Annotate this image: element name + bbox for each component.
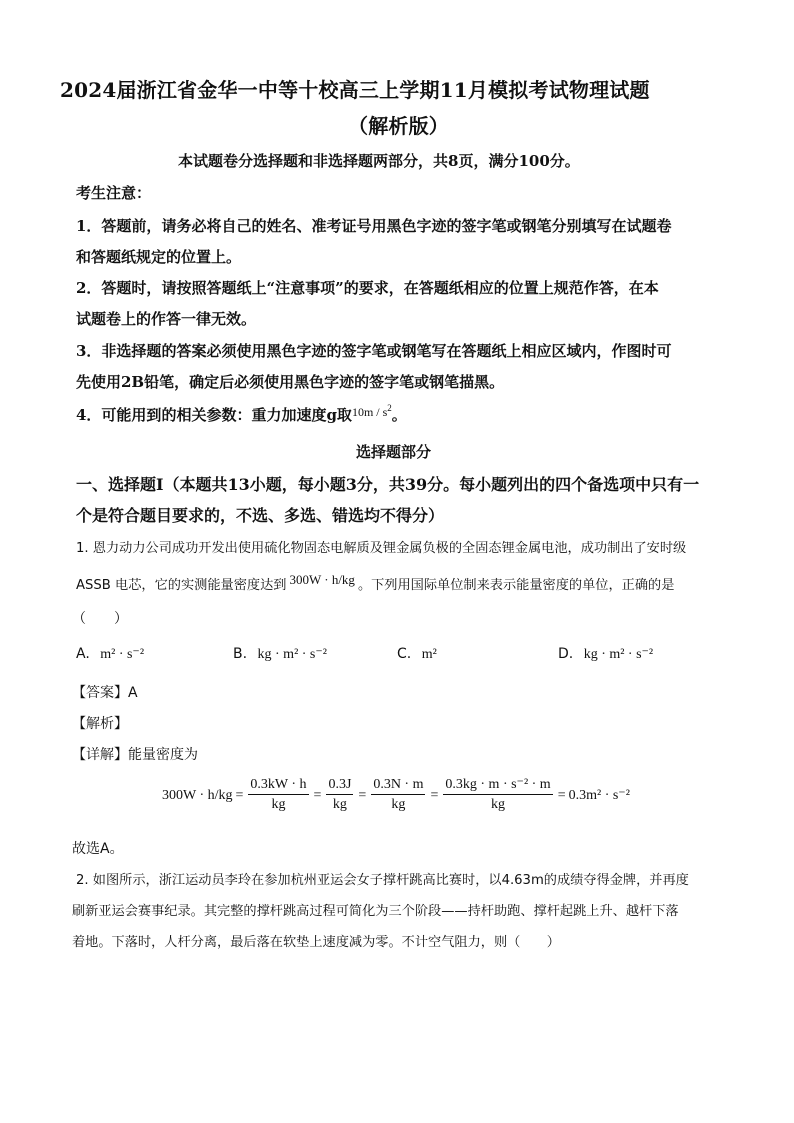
q1-conclusion: 故选A。 (72, 841, 124, 857)
notice-4-end: 。 (391, 406, 407, 424)
eq-sign: = (430, 787, 439, 803)
option-c-value: m² (421, 647, 437, 662)
option-d-label: D. (558, 646, 574, 662)
option-b-label: B. (233, 646, 248, 662)
eq-sign: = (358, 787, 367, 803)
notice-2a: 2．答题时，请按照答题纸上“注意事项”的要求，在答题纸相应的位置上规范作答，在本 (76, 279, 659, 297)
eq-sign: = (235, 787, 244, 803)
eq-sign: = (557, 787, 566, 803)
q1-line2 (76, 572, 674, 593)
option-c-label: C. (397, 646, 412, 662)
answer-value: A (128, 685, 138, 701)
eq-fraction-2: $\frac{0.3J}{kg}$ (328, 777, 352, 812)
notice-3b: 先使用2B铅笔，确定后必须使用黑色字迹的签字笔或钢笔描黑。 (76, 373, 505, 391)
q1-line3: （ ） (72, 611, 128, 627)
option-a-value: m² · s⁻² (100, 647, 145, 662)
q1-line1: 1. 恩力动力公司成功开发出使用硫化物固态电解质及锂金属负极的全固态锂金属电池，成功制出了安时级 (76, 541, 687, 556)
notice-4-text: 4．可能用到的相关参数：重力加速度g取 (76, 406, 352, 424)
q1-energy-density-value: 300W · h/kg (289, 572, 355, 587)
eq-fraction-3: $\frac{0.3N \cdot m}{kg}$ (373, 777, 424, 812)
option-b-value: kg · m² · s⁻² (257, 647, 327, 662)
q1-detail (72, 744, 198, 764)
q2-line1: 2. 如图所示，浙江运动员李玲在参加杭州亚运会女子撑杆跳高比赛时，以4.63m的成绩夺得金牌，并再度 (76, 873, 689, 888)
option-a-label: A. (76, 646, 90, 662)
page-subtitle: （解析版） (348, 114, 449, 138)
page-title: 2024届浙江省金华一中等十校高三上学期11月模拟考试物理试题 (60, 78, 650, 102)
part-heading-b: 个是符合题目要求的，不选、多选、错选均不得分） (76, 506, 445, 525)
q2-line2: 刷新亚运会赛事纪录。其完整的撑杆跳高过程可简化为三个阶段——持杆助跑、撑杆起跳上升、越杆下落 (72, 904, 679, 919)
eq-rhs: 0.3m² · s⁻² (568, 788, 630, 803)
notice-1b: 和答题纸规定的位置上。 (76, 248, 242, 266)
q1-option-b[interactable] (233, 646, 327, 663)
section-title: 选择题部分 (356, 443, 432, 461)
intro-text: 本试题卷分选择题和非选择题两部分，共8页，满分100分。 (178, 152, 580, 170)
eq-sign: = (313, 787, 322, 803)
q2-line3: 着地。下落时，人杆分离，最后落在软垫上速度减为零。不计空气阻力，则（ ） (72, 935, 560, 950)
answer-tag: 【答案】 (72, 685, 128, 701)
q1-analysis-tag: 【解析】 (72, 716, 128, 732)
eq-lhs: 300W · h/kg (162, 787, 233, 803)
q1-option-d[interactable] (558, 646, 653, 663)
q1-option-a[interactable] (76, 646, 144, 663)
q1-line2-a: ASSB 电芯，它的实测能量密度达到 (76, 578, 287, 593)
q1-option-c[interactable] (397, 646, 437, 663)
detail-tag: 【详解】 (72, 747, 128, 763)
eq-fraction-1: $\frac{0.3kW \cdot h}{kg}$ (250, 777, 307, 812)
eq-fraction-4: $\frac{\text{0.3kg · m · s⁻² · m}}{kg}$ (445, 777, 551, 812)
q1-answer (72, 682, 138, 702)
notice-3a: 3．非选择题的答案必须使用黑色字迹的签字笔或钢笔写在答题纸上相应区域内，作图时可 (76, 342, 672, 360)
q1-line2-b: 。下列用国际单位制来表示能量密度的单位，正确的是 (357, 578, 675, 593)
option-d-value: kg · m² · s⁻² (583, 647, 654, 662)
notice-4-value: 10m / s2 (351, 403, 392, 419)
detail-text: 能量密度为 (128, 747, 198, 763)
part-heading-a: 一、选择题Ⅰ（本题共13小题，每小题3分，共39分。每小题列出的四个备选项中只有一 (76, 475, 700, 494)
energy-density-equation (162, 776, 630, 815)
notice-2b: 试题卷上的作答一律无效。 (76, 310, 257, 328)
notice-heading: 考生注意： (76, 184, 152, 202)
notice-1a: 1．答题前，请务必将自己的姓名、准考证号用黑色字迹的签字笔或钢笔分别填写在试题卷 (76, 217, 672, 235)
notice-4 (76, 404, 407, 425)
